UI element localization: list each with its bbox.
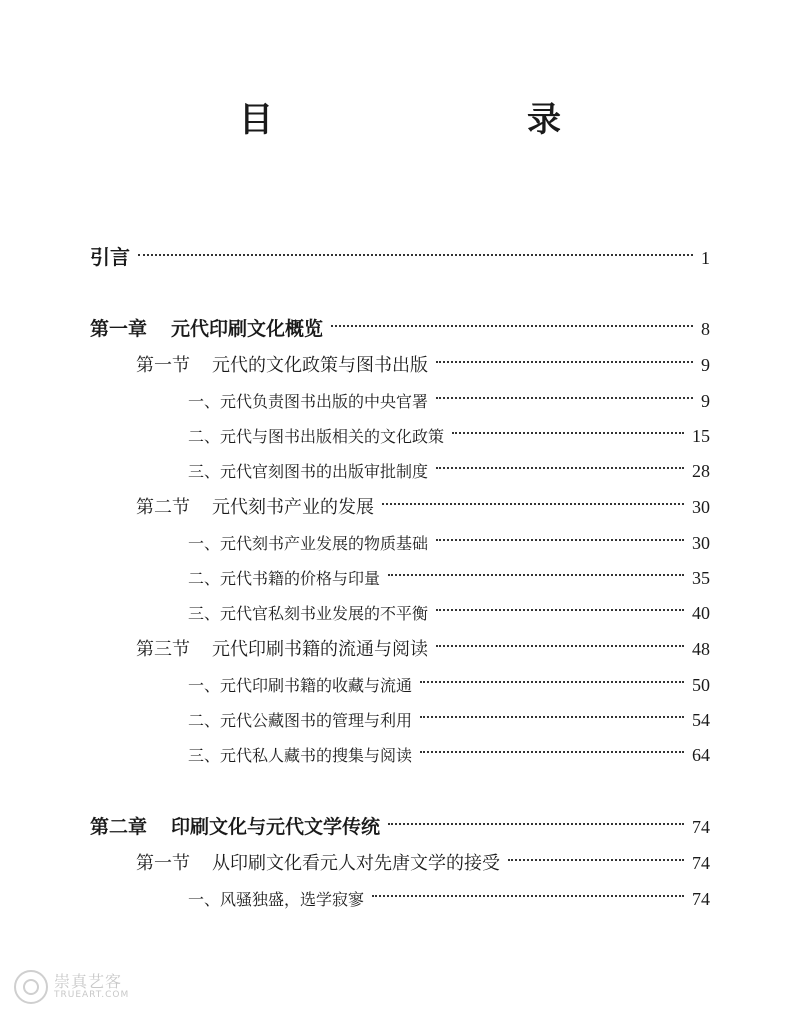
dot-leader xyxy=(420,751,684,753)
watermark xyxy=(14,970,129,1004)
toc-entry-title: 印刷文化与元代文学传统 xyxy=(171,816,381,838)
section-number: 第一节 xyxy=(136,853,190,874)
section-number: 第三节 xyxy=(136,639,190,660)
toc-page-number: 15 xyxy=(692,426,710,446)
toc-entry-section[interactable] xyxy=(136,350,710,380)
toc-page-number: 9 xyxy=(701,391,710,411)
dot-leader xyxy=(436,467,684,469)
toc-entry-intro[interactable] xyxy=(90,242,710,272)
watermark-subtext: TRUEART.COM xyxy=(54,989,130,1000)
toc-page-number: 30 xyxy=(692,497,710,517)
toc-entry-subsection[interactable] xyxy=(188,670,710,700)
toc-page-number: 8 xyxy=(701,319,710,339)
toc-page-number: 48 xyxy=(692,639,710,659)
toc-entry-subsection[interactable] xyxy=(188,740,710,770)
dot-leader xyxy=(138,254,693,256)
toc-page-number: 74 xyxy=(692,889,710,909)
dot-leader xyxy=(436,539,684,541)
toc-entry-subsection[interactable] xyxy=(188,386,710,416)
toc-page-number: 35 xyxy=(692,568,710,588)
toc-page-number: 9 xyxy=(701,355,710,375)
toc-entry-section[interactable] xyxy=(136,492,710,522)
toc-page-number: 74 xyxy=(692,853,710,873)
watermark-logo-icon xyxy=(14,970,48,1004)
dot-leader xyxy=(388,574,684,576)
toc-entry-title: 一、元代印刷书籍的收藏与流通 xyxy=(188,676,413,695)
dot-leader xyxy=(420,681,684,683)
toc-page-number: 30 xyxy=(692,533,710,553)
chapter-number: 第二章 xyxy=(90,816,148,838)
toc-entry-title: 二、元代公藏图书的管理与利用 xyxy=(188,711,413,730)
toc-entry-subsection[interactable] xyxy=(188,884,710,914)
toc-entry-section[interactable] xyxy=(136,634,710,664)
toc-entry-chapter-1[interactable] xyxy=(90,314,710,344)
dot-leader xyxy=(452,432,684,434)
toc-entry-subsection[interactable] xyxy=(188,456,710,486)
chapter-number: 第一章 xyxy=(90,318,148,340)
toc-entry-title: 三、元代官刻图书的出版审批制度 xyxy=(188,462,429,481)
toc-entry-title: 元代印刷书籍的流通与阅读 xyxy=(212,639,428,660)
toc-entry-title: 一、元代负责图书出版的中央官署 xyxy=(188,392,429,411)
toc-entry-subsection[interactable] xyxy=(188,563,710,593)
section-number: 第一节 xyxy=(136,355,190,376)
toc-entry-title: 一、风骚独盛，选学寂寥 xyxy=(188,890,365,909)
dot-leader xyxy=(436,361,693,363)
dot-leader xyxy=(436,645,684,647)
toc-page-number: 40 xyxy=(692,603,710,623)
toc-entry-title: 二、元代书籍的价格与印量 xyxy=(188,569,381,588)
toc-page-number: 1 xyxy=(701,248,710,268)
dot-leader xyxy=(331,325,693,327)
toc-entry-title: 三、元代私人藏书的搜集与阅读 xyxy=(188,746,413,765)
toc-entry-subsection[interactable] xyxy=(188,421,710,451)
toc-entry-chapter-2[interactable] xyxy=(90,812,710,842)
toc-entry-subsection[interactable] xyxy=(188,598,710,628)
dot-leader xyxy=(420,716,684,718)
toc-entry-title: 元代印刷文化概览 xyxy=(171,318,324,340)
toc-entry-subsection[interactable] xyxy=(188,705,710,735)
toc-page-number: 64 xyxy=(692,745,710,765)
toc-entry-subsection[interactable] xyxy=(188,528,710,558)
toc-entry-title: 三、元代官私刻书业发展的不平衡 xyxy=(188,604,429,623)
toc-entry-title: 二、元代与图书出版相关的文化政策 xyxy=(188,427,445,446)
toc-page-number: 54 xyxy=(692,710,710,730)
toc-entry-title: 元代刻书产业的发展 xyxy=(212,497,374,518)
toc-entry-title: 元代的文化政策与图书出版 xyxy=(212,355,428,376)
dot-leader xyxy=(508,859,684,861)
toc-page-number: 74 xyxy=(692,817,710,837)
dot-leader xyxy=(372,895,684,897)
dot-leader xyxy=(388,823,684,825)
toc-page-number: 28 xyxy=(692,461,710,481)
toc-page-number: 50 xyxy=(692,675,710,695)
watermark-text: 崇真艺客 xyxy=(54,972,123,992)
toc-entry-title: 从印刷文化看元人对先唐文学的接受 xyxy=(212,853,500,874)
page-title: 目 录 xyxy=(239,100,623,140)
toc-entry-title: 一、元代刻书产业发展的物质基础 xyxy=(188,534,429,553)
dot-leader xyxy=(436,609,684,611)
toc-entry-section[interactable] xyxy=(136,848,710,878)
section-number: 第二节 xyxy=(136,497,190,518)
toc-entry-title: 引言 xyxy=(90,245,130,269)
dot-leader xyxy=(382,503,684,505)
dot-leader xyxy=(436,397,693,399)
